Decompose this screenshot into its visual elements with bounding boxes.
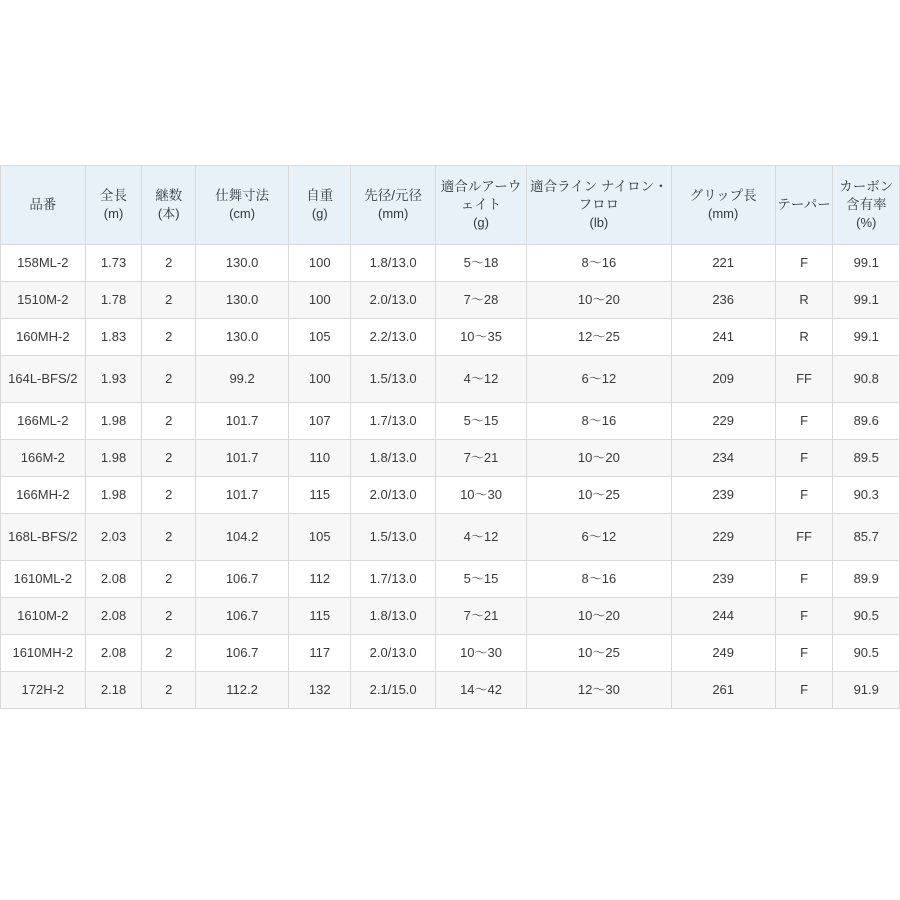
table-row bbox=[1, 282, 900, 319]
table-row bbox=[1, 672, 900, 709]
cell-weight: 100 bbox=[289, 356, 351, 403]
cell-pieces: 2 bbox=[142, 245, 196, 282]
cell-lure-weight: 5〜15 bbox=[435, 403, 526, 440]
cell-carbon: 90.5 bbox=[833, 598, 900, 635]
cell-carbon: 99.1 bbox=[833, 282, 900, 319]
cell-lure-weight: 10〜30 bbox=[435, 477, 526, 514]
table-body bbox=[1, 245, 900, 709]
cell-pieces: 2 bbox=[142, 403, 196, 440]
column-header-pieces bbox=[142, 166, 196, 245]
cell-weight: 105 bbox=[289, 514, 351, 561]
table-row bbox=[1, 403, 900, 440]
column-header-lure-weight-sub: (g) bbox=[473, 215, 489, 231]
cell-grip-length: 239 bbox=[671, 561, 775, 598]
column-header-carbon-sub: (%) bbox=[856, 215, 877, 231]
cell-taper: FF bbox=[775, 514, 833, 561]
cell-line: 10〜25 bbox=[527, 635, 672, 672]
cell-length: 1.98 bbox=[85, 403, 142, 440]
cell-model: 1510M-2 bbox=[1, 282, 86, 319]
cell-taper: F bbox=[775, 635, 833, 672]
cell-grip-length: 234 bbox=[671, 440, 775, 477]
column-header-taper-main: テーパー bbox=[777, 196, 831, 212]
column-header-closed-length-main: 仕舞寸法 bbox=[215, 188, 270, 204]
cell-pieces: 2 bbox=[142, 635, 196, 672]
cell-weight: 100 bbox=[289, 245, 351, 282]
cell-taper: R bbox=[775, 282, 833, 319]
cell-grip-length: 236 bbox=[671, 282, 775, 319]
cell-diameter: 1.7/13.0 bbox=[351, 561, 436, 598]
cell-pieces: 2 bbox=[142, 561, 196, 598]
cell-carbon: 99.1 bbox=[833, 245, 900, 282]
column-header-carbon bbox=[833, 166, 900, 245]
table-row bbox=[1, 561, 900, 598]
cell-pieces: 2 bbox=[142, 477, 196, 514]
cell-carbon: 90.8 bbox=[833, 356, 900, 403]
cell-taper: F bbox=[775, 672, 833, 709]
cell-grip-length: 241 bbox=[671, 319, 775, 356]
cell-grip-length: 229 bbox=[671, 403, 775, 440]
cell-model: 1610ML-2 bbox=[1, 561, 86, 598]
cell-weight: 105 bbox=[289, 319, 351, 356]
cell-taper: F bbox=[775, 598, 833, 635]
cell-length: 2.18 bbox=[85, 672, 142, 709]
cell-line: 10〜20 bbox=[527, 282, 672, 319]
cell-weight: 110 bbox=[289, 440, 351, 477]
cell-taper: F bbox=[775, 403, 833, 440]
cell-pieces: 2 bbox=[142, 440, 196, 477]
cell-closed-length: 101.7 bbox=[195, 403, 288, 440]
cell-length: 1.98 bbox=[85, 477, 142, 514]
column-header-grip-length bbox=[671, 166, 775, 245]
table-row bbox=[1, 598, 900, 635]
cell-pieces: 2 bbox=[142, 356, 196, 403]
cell-grip-length: 244 bbox=[671, 598, 775, 635]
table-row bbox=[1, 514, 900, 561]
cell-line: 10〜20 bbox=[527, 598, 672, 635]
cell-closed-length: 99.2 bbox=[195, 356, 288, 403]
cell-lure-weight: 4〜12 bbox=[435, 514, 526, 561]
cell-grip-length: 229 bbox=[671, 514, 775, 561]
cell-length: 2.08 bbox=[85, 561, 142, 598]
cell-line: 8〜16 bbox=[527, 403, 672, 440]
cell-model: 1610M-2 bbox=[1, 598, 86, 635]
cell-length: 1.93 bbox=[85, 356, 142, 403]
column-header-line-main: 適合ライン ナイロン・フロロ bbox=[530, 179, 668, 213]
cell-taper: F bbox=[775, 245, 833, 282]
column-header-pieces-main: 継数 bbox=[155, 188, 183, 204]
cell-taper: FF bbox=[775, 356, 833, 403]
cell-model: 166M-2 bbox=[1, 440, 86, 477]
cell-length: 1.98 bbox=[85, 440, 142, 477]
cell-lure-weight: 10〜30 bbox=[435, 635, 526, 672]
column-header-grip-length-main: グリップ長 bbox=[689, 188, 757, 204]
cell-diameter: 1.8/13.0 bbox=[351, 245, 436, 282]
cell-carbon: 89.9 bbox=[833, 561, 900, 598]
column-header-length-main: 全長 bbox=[100, 188, 128, 204]
column-header-weight bbox=[289, 166, 351, 245]
table-row bbox=[1, 245, 900, 282]
column-header-lure-weight bbox=[435, 166, 526, 245]
cell-diameter: 2.0/13.0 bbox=[351, 635, 436, 672]
cell-carbon: 90.5 bbox=[833, 635, 900, 672]
column-header-length bbox=[85, 166, 142, 245]
cell-line: 12〜30 bbox=[527, 672, 672, 709]
cell-lure-weight: 4〜12 bbox=[435, 356, 526, 403]
cell-line: 10〜25 bbox=[527, 477, 672, 514]
cell-lure-weight: 5〜15 bbox=[435, 561, 526, 598]
column-header-model bbox=[1, 166, 86, 245]
cell-model: 160MH-2 bbox=[1, 319, 86, 356]
cell-weight: 100 bbox=[289, 282, 351, 319]
column-header-grip-length-sub: (mm) bbox=[708, 206, 739, 222]
cell-length: 1.83 bbox=[85, 319, 142, 356]
cell-taper: F bbox=[775, 477, 833, 514]
cell-diameter: 2.0/13.0 bbox=[351, 477, 436, 514]
cell-closed-length: 106.7 bbox=[195, 635, 288, 672]
cell-closed-length: 130.0 bbox=[195, 245, 288, 282]
cell-model: 172H-2 bbox=[1, 672, 86, 709]
cell-length: 2.08 bbox=[85, 598, 142, 635]
cell-taper: F bbox=[775, 561, 833, 598]
rod-specification-table bbox=[0, 165, 900, 709]
table-header bbox=[1, 166, 900, 245]
cell-line: 8〜16 bbox=[527, 561, 672, 598]
spec-table-container bbox=[0, 165, 900, 709]
cell-closed-length: 101.7 bbox=[195, 477, 288, 514]
cell-carbon: 90.3 bbox=[833, 477, 900, 514]
cell-pieces: 2 bbox=[142, 282, 196, 319]
table-header-row bbox=[1, 166, 900, 245]
cell-taper: R bbox=[775, 319, 833, 356]
column-header-closed-length-sub: (cm) bbox=[229, 206, 256, 222]
column-header-length-sub: (m) bbox=[103, 206, 124, 222]
cell-closed-length: 130.0 bbox=[195, 282, 288, 319]
cell-grip-length: 261 bbox=[671, 672, 775, 709]
cell-carbon: 91.9 bbox=[833, 672, 900, 709]
column-header-weight-main: 自重 bbox=[306, 188, 334, 204]
cell-pieces: 2 bbox=[142, 319, 196, 356]
cell-pieces: 2 bbox=[142, 672, 196, 709]
column-header-lure-weight-main: 適合ルアーウェイト bbox=[440, 179, 522, 213]
cell-lure-weight: 7〜28 bbox=[435, 282, 526, 319]
cell-grip-length: 209 bbox=[671, 356, 775, 403]
column-header-pieces-sub: (本) bbox=[157, 206, 180, 222]
cell-closed-length: 106.7 bbox=[195, 598, 288, 635]
cell-lure-weight: 7〜21 bbox=[435, 598, 526, 635]
cell-line: 8〜16 bbox=[527, 245, 672, 282]
table-row bbox=[1, 356, 900, 403]
cell-weight: 107 bbox=[289, 403, 351, 440]
cell-lure-weight: 14〜42 bbox=[435, 672, 526, 709]
cell-model: 158ML-2 bbox=[1, 245, 86, 282]
cell-model: 168L-BFS/2 bbox=[1, 514, 86, 561]
cell-grip-length: 249 bbox=[671, 635, 775, 672]
cell-closed-length: 104.2 bbox=[195, 514, 288, 561]
cell-carbon: 99.1 bbox=[833, 319, 900, 356]
column-header-model-main: 品番 bbox=[29, 196, 57, 212]
table-row bbox=[1, 635, 900, 672]
cell-model: 166MH-2 bbox=[1, 477, 86, 514]
cell-model: 166ML-2 bbox=[1, 403, 86, 440]
cell-line: 6〜12 bbox=[527, 356, 672, 403]
cell-diameter: 2.0/13.0 bbox=[351, 282, 436, 319]
cell-carbon: 89.6 bbox=[833, 403, 900, 440]
cell-weight: 132 bbox=[289, 672, 351, 709]
table-row bbox=[1, 477, 900, 514]
cell-line: 6〜12 bbox=[527, 514, 672, 561]
cell-weight: 112 bbox=[289, 561, 351, 598]
cell-carbon: 85.7 bbox=[833, 514, 900, 561]
cell-lure-weight: 10〜35 bbox=[435, 319, 526, 356]
cell-lure-weight: 5〜18 bbox=[435, 245, 526, 282]
cell-diameter: 1.7/13.0 bbox=[351, 403, 436, 440]
cell-pieces: 2 bbox=[142, 598, 196, 635]
cell-diameter: 1.5/13.0 bbox=[351, 514, 436, 561]
cell-diameter: 2.1/15.0 bbox=[351, 672, 436, 709]
cell-diameter: 1.5/13.0 bbox=[351, 356, 436, 403]
column-header-line bbox=[527, 166, 672, 245]
cell-grip-length: 239 bbox=[671, 477, 775, 514]
cell-length: 2.03 bbox=[85, 514, 142, 561]
cell-length: 1.78 bbox=[85, 282, 142, 319]
cell-closed-length: 130.0 bbox=[195, 319, 288, 356]
cell-closed-length: 106.7 bbox=[195, 561, 288, 598]
cell-weight: 117 bbox=[289, 635, 351, 672]
table-row bbox=[1, 319, 900, 356]
cell-carbon: 89.5 bbox=[833, 440, 900, 477]
cell-diameter: 2.2/13.0 bbox=[351, 319, 436, 356]
cell-taper: F bbox=[775, 440, 833, 477]
cell-lure-weight: 7〜21 bbox=[435, 440, 526, 477]
cell-diameter: 1.8/13.0 bbox=[351, 440, 436, 477]
cell-model: 164L-BFS/2 bbox=[1, 356, 86, 403]
column-header-weight-sub: (g) bbox=[311, 206, 328, 222]
cell-line: 12〜25 bbox=[527, 319, 672, 356]
cell-closed-length: 112.2 bbox=[195, 672, 288, 709]
column-header-diameter bbox=[351, 166, 436, 245]
cell-closed-length: 101.7 bbox=[195, 440, 288, 477]
column-header-carbon-main: カーボン含有率 bbox=[839, 179, 894, 213]
cell-pieces: 2 bbox=[142, 514, 196, 561]
column-header-diameter-sub: (mm) bbox=[378, 206, 409, 222]
table-row bbox=[1, 440, 900, 477]
cell-line: 10〜20 bbox=[527, 440, 672, 477]
column-header-taper bbox=[775, 166, 833, 245]
cell-length: 2.08 bbox=[85, 635, 142, 672]
column-header-line-sub: (lb) bbox=[589, 215, 609, 231]
cell-length: 1.73 bbox=[85, 245, 142, 282]
cell-model: 1610MH-2 bbox=[1, 635, 86, 672]
column-header-diameter-main: 先径/元径 bbox=[364, 188, 423, 204]
cell-weight: 115 bbox=[289, 477, 351, 514]
column-header-closed-length bbox=[195, 166, 288, 245]
cell-grip-length: 221 bbox=[671, 245, 775, 282]
cell-diameter: 1.8/13.0 bbox=[351, 598, 436, 635]
cell-weight: 115 bbox=[289, 598, 351, 635]
